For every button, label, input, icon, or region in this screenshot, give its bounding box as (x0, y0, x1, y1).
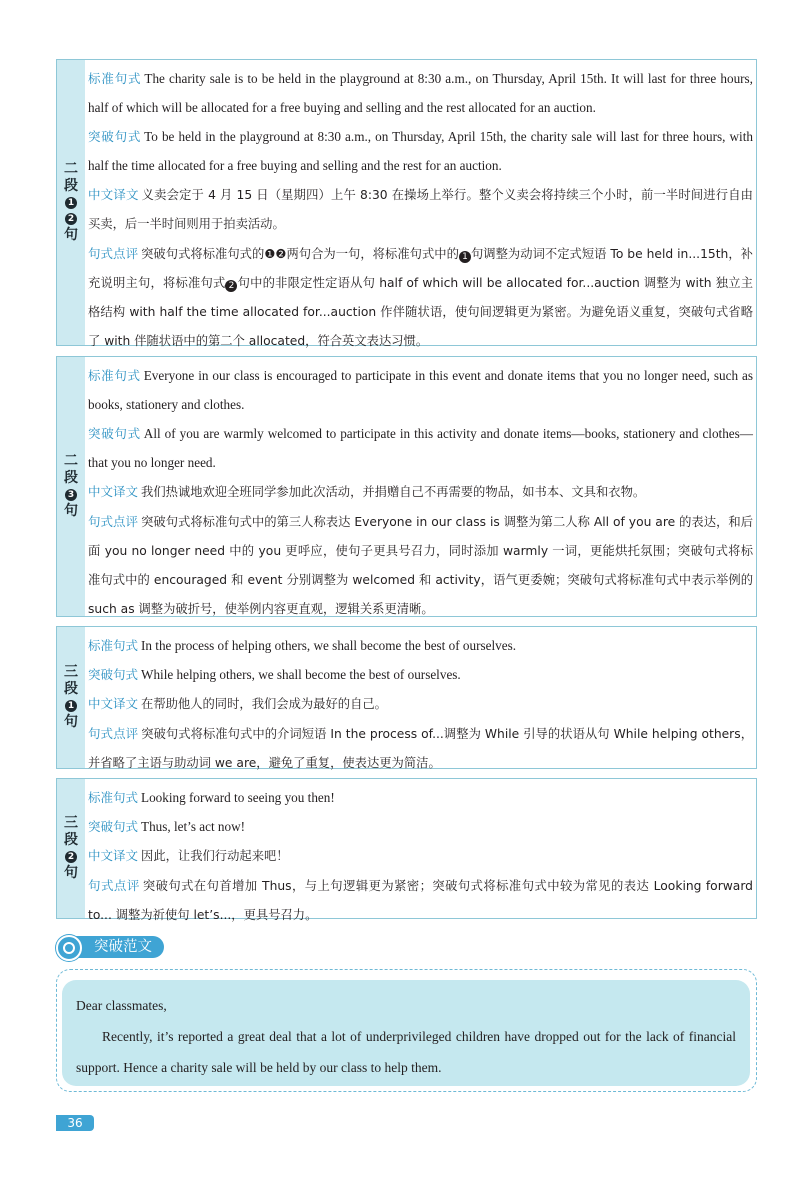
side-num: 1 (65, 197, 77, 209)
improved-sentence: 突破句式 Thus, let’s act now! (88, 819, 246, 834)
sentence-comment: 句式点评 突破句式将标准句式的❶❷两句合为一句，将标准句式中的 1 句调整为动词不定式短语 To be held in...15th，补充说明主句，将标准句式 2 句中的非限定性定语从句 half of which will be allocated for...auction 调整为 with 独立主格结构 with half the time allocated for...auction 作伴随状语，使句间逻辑更为紧密。为避免语义重复，突破句式省略了 with 伴随状语中的第二个 allocated，符合英文表达习惯。 (88, 246, 753, 348)
side-num: 2 (65, 213, 77, 225)
block-side-label (57, 60, 85, 345)
block-side-label: 三 段 1 句 (57, 627, 85, 768)
sentence-block-3-2 (56, 778, 757, 922)
side-sent: 句 (64, 227, 78, 243)
side-num: 3 (65, 489, 77, 501)
improved-sentence: 突破句式 All of you are warmly welcomed to participate in this activity and donate items—books, stationery and clothes—that you no longer need. (88, 426, 753, 470)
improved-sentence: 突破句式 While helping others, we shall become the best of ourselves. (88, 667, 461, 682)
model-essay (62, 980, 750, 1086)
chinese-translation: 中文译文 在帮助他人的同时，我们会成为最好的自己。 (88, 696, 387, 711)
block-side-label: 二 段 3 句 (57, 357, 85, 616)
side-num: 2 (65, 851, 77, 863)
chinese-translation: 中文译文 我们热诚地欢迎全班同学参加此次活动，并捐赠自己不再需要的物品，如书本、文具和衣物。 (88, 484, 646, 499)
chinese-translation: 中文译文 义卖会定于 4 月 15 日（星期四）上午 8:30 在操场上举行。整个义卖会将持续三个小时，前一半时间进行自由买卖，后一半时间则用于拍卖活动。 (88, 187, 753, 231)
section-heading-label: 突破范文 (66, 936, 164, 958)
sentence-comment: 句式点评 突破句式在句首增加 Thus，与上句逻辑更为紧密；突破句式将标准句式中较为常见的表达 Looking forward to... 调整为祈使句 let’s...，更具号召力。 (88, 878, 753, 922)
standard-sentence: 标准句式 Looking forward to seeing you then! (88, 790, 335, 805)
block-side-label: 三 段 2 句 (57, 779, 85, 918)
circled-number: 1 (459, 251, 471, 263)
circled-number: 2 (225, 280, 237, 292)
sentence-block-2-1-2 (56, 59, 757, 346)
improved-sentence: 突破句式 To be held in the playground at 8:30 a.m., on Thursday, April 15th, the charity sale will last for three hours, with half the time allocated for a free buying and selling and the rest for an auction. (88, 129, 753, 173)
circled-number: ❶❷ (264, 247, 287, 261)
essay-greeting: Dear classmates, (76, 998, 167, 1013)
chinese-translation: 中文译文 因此，让我们行动起来吧！ (88, 848, 289, 863)
magnifier-icon (56, 935, 82, 961)
side-seg: 段 (64, 178, 78, 194)
essay-paragraph: Recently, it’s reported a great deal that a lot of underprivileged children have dropped out for the lack of financial support. Hence a charity sale will be held by our class to help them. (76, 1029, 736, 1075)
standard-sentence: 标准句式 In the process of helping others, we shall become the best of ourselves. (88, 638, 517, 653)
sentence-comment: 句式点评 突破句式将标准句式中的第三人称表达 Everyone in our class is 调整为第二人称 All of you are 的表达，和后面 you no longer need 中的 you 更呼应，使句子更具号召力，同时添加 warmly 一词，更能烘托氛围；突破句式将标准句式中的 encouraged 和 event 分别调整为 welcomed 和 activity，语气更委婉；突破句式将标准句式中表示举例的 such as 调整为破折号，使举例内容更直观，逻辑关系更清晰。 (88, 514, 753, 616)
page-number: 36 (56, 1115, 94, 1131)
sentence-comment: 句式点评 突破句式将标准句式中的介词短语 In the process of...调整为 While 引导的状语从句 While helping others，并省略了主语与助动词 we are，避免了重复，使表达更为简洁。 (88, 726, 753, 770)
side-num: 1 (65, 700, 77, 712)
standard-sentence: 标准句式 Everyone in our class is encouraged to participate in this event and donate items that you no longer need, such as books, stationery and clothes. (88, 368, 753, 412)
section-heading (56, 935, 168, 959)
sentence-block-3-1 (56, 626, 757, 769)
side-part: 二 (64, 161, 78, 177)
sentence-block-2-3 (56, 356, 757, 617)
standard-sentence: 标准句式 The charity sale is to be held in the playground at 8:30 a.m., on Thursday, April 15th. It will last for three hours, half of which will be allocated for a free buying and selling and the rest allocated for an auction. (88, 71, 753, 115)
